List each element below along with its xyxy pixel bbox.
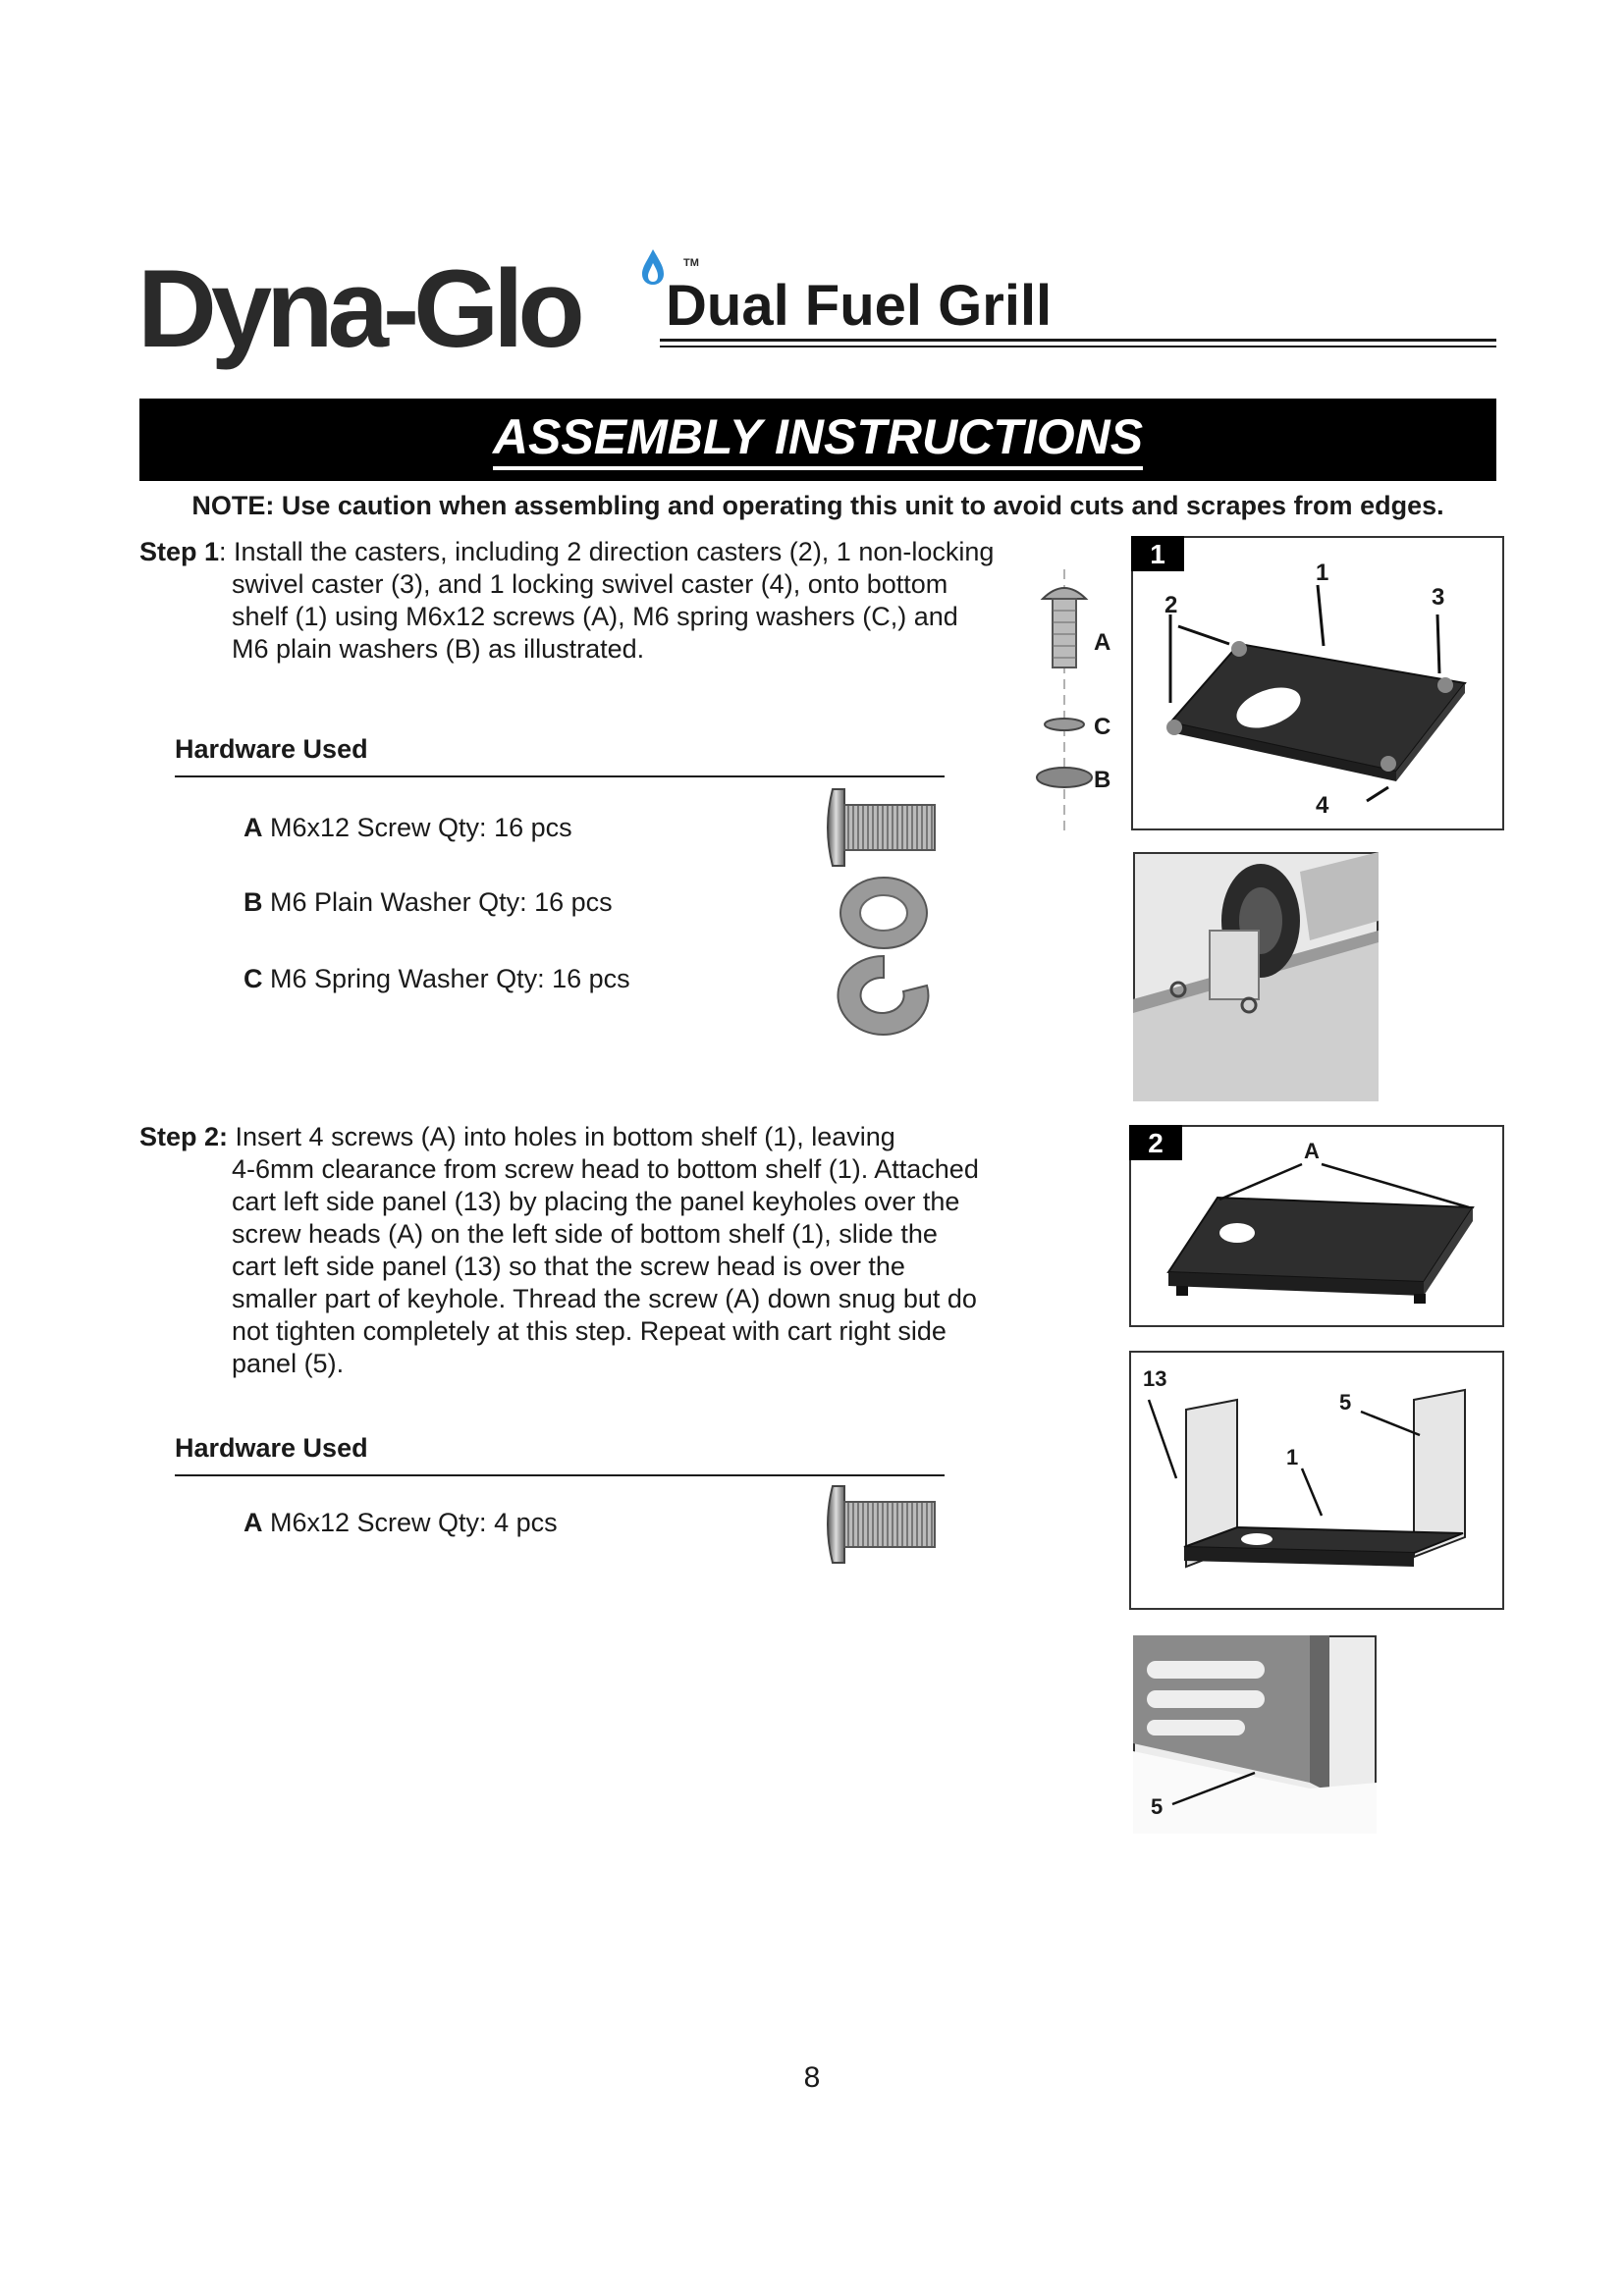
step2-text xyxy=(139,1121,1043,1380)
label-c: C xyxy=(1094,714,1111,740)
step2-line: Insert 4 screws (A) into holes in bottom shelf (1), leaving xyxy=(228,1122,895,1151)
step2-line: screw heads (A) on the left side of bottom shelf (1), slide the xyxy=(232,1219,938,1249)
step2-hardware-title: Hardware Used xyxy=(175,1433,368,1463)
callout-3: 3 xyxy=(1432,584,1445,611)
brand-logo-text: Dyna-Glo xyxy=(137,247,579,370)
spring-washer-image xyxy=(835,952,933,1041)
screw-image xyxy=(823,781,941,874)
caution-note: NOTE: Use caution when assembling and operating this unit to avoid cuts and scrapes from edges. xyxy=(191,491,1444,520)
step2-line: not tighten completely at this step. Repeat with cart right side xyxy=(232,1316,947,1346)
step1-line: : Install the casters, including 2 direction casters (2), 1 non-locking xyxy=(219,537,995,566)
step1-hardware-title: Hardware Used xyxy=(175,734,368,764)
step2-line: cart left side panel (13) so that the screw head is over the xyxy=(232,1252,905,1281)
title-rule xyxy=(660,339,1496,342)
callout-4: 4 xyxy=(1316,792,1329,819)
callout-a: A xyxy=(1304,1139,1320,1163)
hardware-item-a: A M6x12 Screw Qty: 16 pcs xyxy=(244,813,572,842)
callout-1: 1 xyxy=(1286,1445,1299,1469)
figure-badge: 1 xyxy=(1150,539,1165,569)
trademark-mark: TM xyxy=(683,257,699,269)
callout-13: 13 xyxy=(1143,1366,1167,1391)
document-title: Dual Fuel Grill xyxy=(666,274,1053,338)
callout-1: 1 xyxy=(1316,560,1329,586)
exploded-hardware-diagram xyxy=(1021,569,1129,834)
hardware-rule xyxy=(175,1474,945,1476)
step2-line: panel (5). xyxy=(232,1349,345,1378)
step1-label: Step 1 xyxy=(139,537,220,566)
banner-title: ASSEMBLY INSTRUCTIONS xyxy=(493,409,1143,470)
hardware-item-c: C M6 Spring Washer Qty: 16 pcs xyxy=(244,964,630,993)
step1-line: M6 plain washers (B) as illustrated. xyxy=(232,634,645,664)
figure-side-panels-diagram xyxy=(1129,1351,1504,1610)
callout-5: 5 xyxy=(1339,1390,1352,1415)
brand-logo xyxy=(137,236,699,383)
hardware-item-a: A M6x12 Screw Qty: 4 pcs xyxy=(244,1508,558,1537)
figure-badge: 2 xyxy=(1148,1128,1164,1158)
title-rule xyxy=(660,346,1496,347)
step2-line: smaller part of keyhole. Thread the screw (A) down snug but do xyxy=(232,1284,977,1313)
label-b: B xyxy=(1094,767,1111,793)
callout-5: 5 xyxy=(1151,1794,1164,1819)
keyhole-detail-image xyxy=(1133,1635,1377,1834)
flame-icon xyxy=(638,247,668,287)
step1-line: shelf (1) using M6x12 screws (A), M6 spring washers (C,) and xyxy=(232,602,958,631)
section-banner xyxy=(139,399,1496,481)
plain-washer-image xyxy=(837,874,931,952)
caster-detail-image xyxy=(1133,852,1379,1101)
step2-line: 4-6mm clearance from screw head to bottom shelf (1). Attached xyxy=(232,1154,979,1184)
step1-line: swivel caster (3), and 1 locking swivel caster (4), onto bottom xyxy=(232,569,948,599)
screw-image xyxy=(823,1478,941,1571)
figure-2-shelf-diagram xyxy=(1129,1125,1504,1327)
callout-2: 2 xyxy=(1164,592,1178,618)
label-a: A xyxy=(1094,629,1111,656)
step2-line: cart left side panel (13) by placing the panel keyholes over the xyxy=(232,1187,960,1216)
figure-1-caster-diagram xyxy=(1131,536,1504,830)
page-number: 8 xyxy=(803,2061,821,2094)
step2-label: Step 2: xyxy=(139,1122,229,1151)
step1-text xyxy=(139,536,1043,666)
hardware-rule xyxy=(175,775,945,777)
hardware-item-b: B M6 Plain Washer Qty: 16 pcs xyxy=(244,887,613,917)
